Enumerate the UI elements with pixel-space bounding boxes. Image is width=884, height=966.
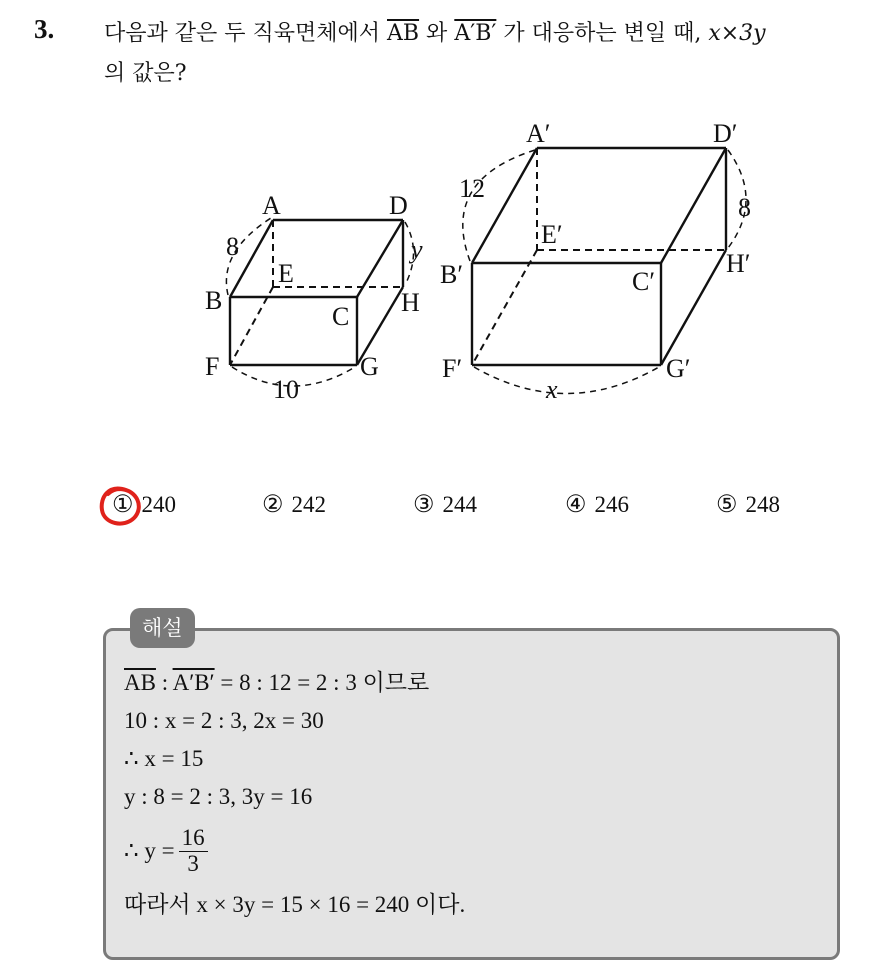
label-g: G bbox=[360, 352, 379, 381]
label-e-prime: E′ bbox=[541, 220, 563, 249]
right-cuboid bbox=[472, 148, 726, 365]
solution-line-4: y : 8 = 2 : 3, 3y = 16 bbox=[124, 784, 313, 809]
label-b-prime: B′ bbox=[440, 260, 464, 289]
label-a: A bbox=[262, 191, 281, 220]
question-number: 3. bbox=[34, 14, 55, 44]
solution-line-2: 10 : x = 2 : 3, 2x = 30 bbox=[124, 708, 324, 733]
label-d: D bbox=[389, 191, 408, 220]
label-g-prime: G′ bbox=[666, 354, 691, 383]
right-edge-dh-length: 8 bbox=[738, 193, 751, 222]
label-c-prime: C′ bbox=[632, 267, 656, 296]
left-edge-dh-length: y bbox=[411, 235, 423, 264]
choice-5[interactable]: ⑤ 248 bbox=[716, 491, 781, 518]
label-a-prime: A′ bbox=[526, 119, 551, 148]
solution-line-1: $\overline{AB}$ : A′B′ = 8 : 12 = 2 : 3 이므로 bbox=[124, 670, 430, 695]
left-cuboid bbox=[230, 220, 403, 365]
solution-tag: 해설 bbox=[130, 608, 195, 648]
label-e: E bbox=[278, 259, 294, 288]
left-cuboid-hidden bbox=[230, 220, 403, 365]
target-expression: x×3y bbox=[708, 21, 766, 46]
solution-lines bbox=[124, 664, 824, 924]
label-c: C bbox=[332, 302, 350, 331]
segment-ab: $\overline{AB}$ bbox=[387, 21, 420, 46]
label-f: F bbox=[205, 352, 220, 381]
question-text: 다음과 같은 두 직육면체에서 $\overline{AB}$ 와 A′B′ 가 대응하는 변일 때, x×3y 의 값은? bbox=[104, 21, 766, 86]
right-edge-ab-length: 12 bbox=[459, 174, 485, 203]
choice-4[interactable]: ④ 246 bbox=[565, 491, 630, 518]
left-edge-fg-length: 10 bbox=[273, 375, 299, 404]
left-cuboid-dims bbox=[226, 218, 413, 386]
right-edge-fg-length: x bbox=[546, 375, 558, 404]
label-b: B bbox=[205, 286, 223, 315]
right-cuboid-hidden bbox=[472, 148, 726, 365]
label-f-prime: F′ bbox=[442, 354, 463, 383]
answer-choices bbox=[0, 490, 884, 530]
segment-apbp: A′B′ bbox=[454, 21, 497, 46]
solution-line-5: ∴ y = $\frac{16}{3}$ bbox=[124, 816, 824, 886]
fraction: $\frac{16}{3}$ bbox=[179, 826, 208, 875]
label-h-prime: H′ bbox=[726, 249, 751, 278]
choice-2[interactable]: ② 242 bbox=[262, 491, 327, 518]
choice-3[interactable]: ③ 244 bbox=[413, 491, 478, 518]
cuboid-figures bbox=[0, 0, 884, 470]
left-edge-ab-length: 8 bbox=[226, 232, 239, 261]
label-d-prime: D′ bbox=[713, 119, 738, 148]
label-h: H bbox=[401, 288, 420, 317]
solution-line-3: ∴ x = 15 bbox=[124, 746, 204, 771]
solution-line-6: 따라서 x × 3y = 15 × 16 = 240 이다. bbox=[124, 892, 466, 917]
choice-1[interactable]: ① 240 bbox=[112, 491, 177, 518]
